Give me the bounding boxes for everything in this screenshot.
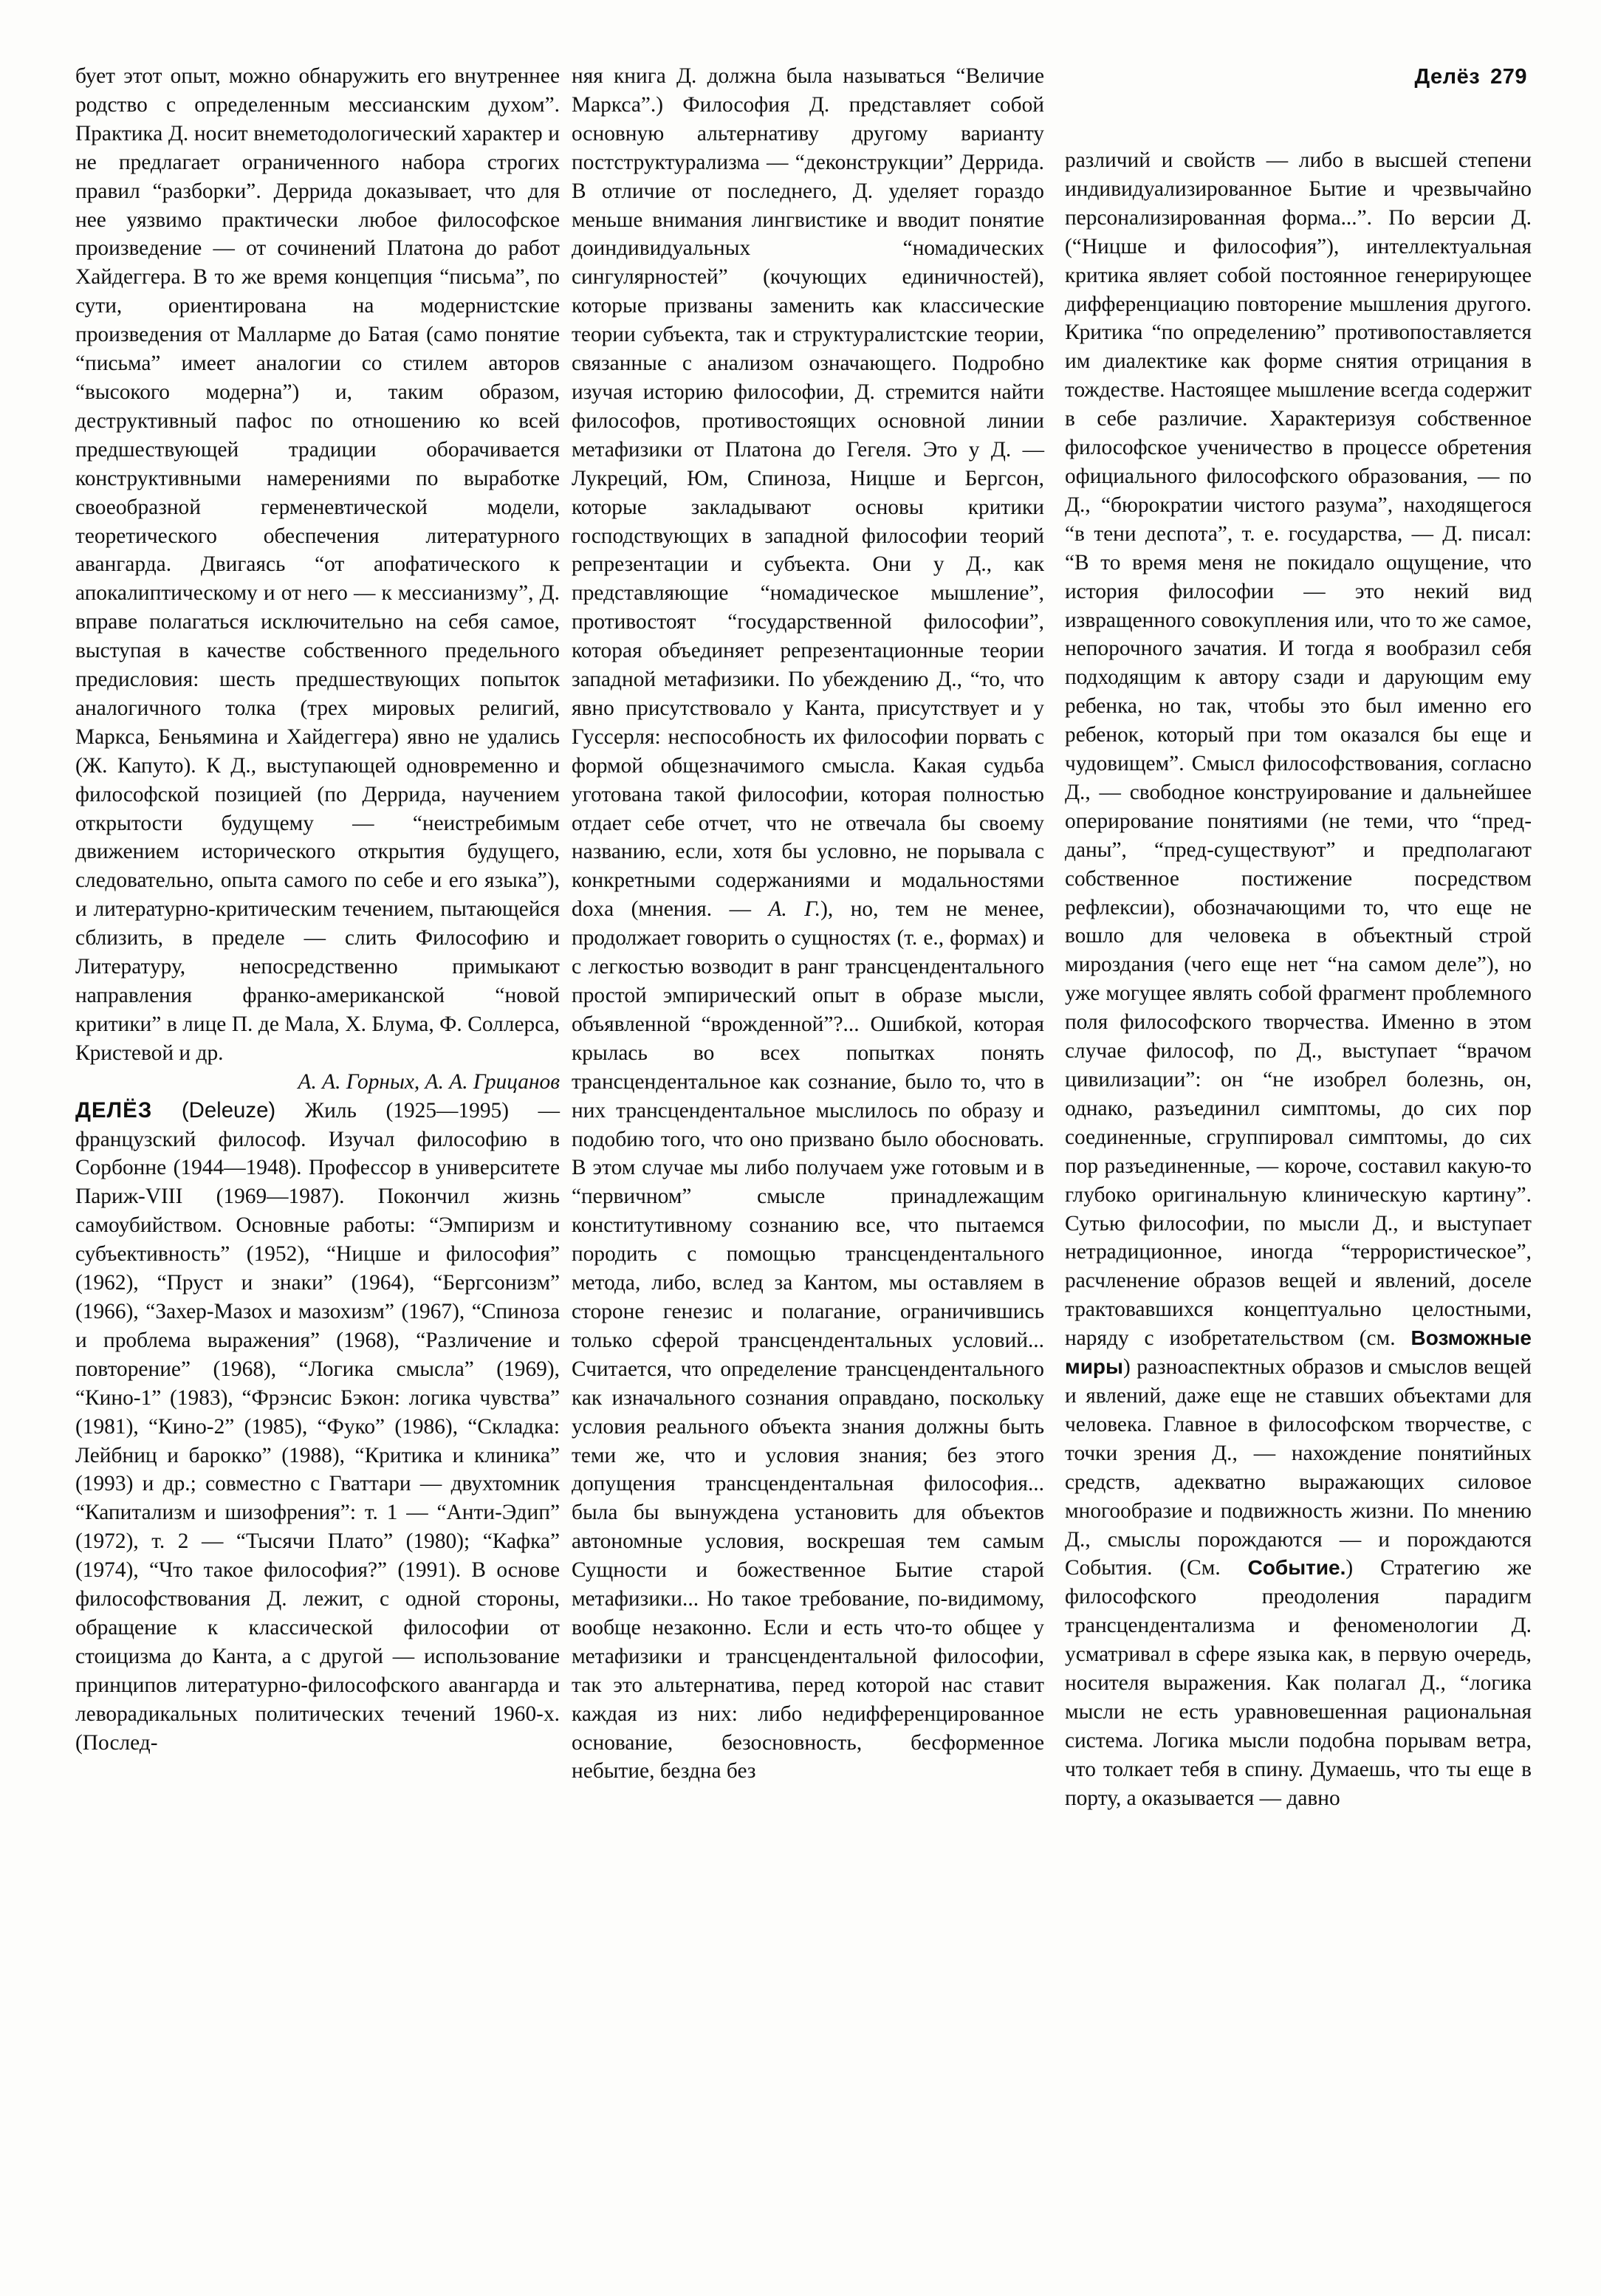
running-head <box>1415 65 1528 89</box>
article-signature: А. А. Горных, А. А. Грицанов <box>298 1069 560 1094</box>
column-3-paragraph <box>1065 146 1532 1813</box>
column-2-text-b: ), но, тем не менее, продолжает говорить о сущностях (т. е., формах) и с легкостью возводит в ранг трансцендентального простой эмпирический опыт в образе мысли, объявленной “врожденной”?... Ошибкой, которая крылась во всех попытках понять трансцендентальное как сознание, было то, что в них трансцендентальное мыслилось по образу и подобию того, что оно призвано было обосновать. В этом случае мы либо получаем уже готовым и в “первичном” смысле принадлежащим конститутивному сознанию все, что пытаемся породить с помощью трансцендентального метода, либо, вслед за Кантом, мы оставляем в стороне генезис и полагание, ограничившись только сферой трансцендентальных условий... Считается, что определение трансцендентального как изначального сознания оправдано, поскольку условия реального объекта знания должны быть теми же, что и условия знания; без этого допущения трансцендентальная философия... была бы вынуждена установить для объектов автономные условия, воскрешая тем самым Сущности и божественное Бытие старой метафизики... Но такое требование, по-видимому, вообще незаконно. Если и есть что-то общее у метафизики и трансцендентальной философии, так это альтернатива, перед которой нас ставит каждая из них: либо недифференцированное основание, безосновность, бесформенное небытие, бездна без <box>572 897 1044 1783</box>
column-3-text-c: ) Стратегию же философского преодоления парадигм трансцендентализма и феноменологии Д. усматривал в сфере языка как, в первую очередь, носителя выражения. Как полагал Д., “логика мысли не есть уравновешенная рациональная система. Логика мысли подобна порывам ветра, что толкает тебя в спину. Думаешь, что ты еще в порту, а оказывается — давно <box>1065 1556 1532 1810</box>
cross-reference-possible-worlds[interactable]: Возможные миры <box>1065 1326 1532 1379</box>
column-2-paragraph <box>572 62 1044 1786</box>
page-number: 279 <box>1490 65 1527 89</box>
entry-latin-name: (Deleuze) <box>181 1097 276 1123</box>
column-3-text-b: ) разноаспектных образов и смыслов вещей и явлений, даже еще не ставших объектами для человека. Главное в философском творчестве, с точки зрения Д., — нахождение понятийных средств, адекватно выражающих силовое многообразие и подвижность жизни. По мнению Д., смыслы порождаются — и порождаются События. (См. <box>1065 1355 1532 1580</box>
column-3-text-a: различий и свойств — либо в высшей степени индивидуализированное Бытие и чрезвычайно персонализированная форма...”. По версии Д. (“Ницше и философия”), интеллектуальная критика являет собой постоянное генерирующее дифференциацию повторение мышления другого. Критика “по определению” противопоставляется им диалектике как форме снятия отрицания в тождестве. Настоящее мышление всегда содержит в себе различие. Характеризуя собственное философское ученичество в процессе обретения официального философского образования, — по Д., “бюрократии чистого разума”, находящегося “в тени деспота”, т. е. государства, — Д. писал: “В то время меня не покидало ощущение, что история философии — это некий вид извращенного совокупления или, что то же самое, непорочного зачатия. И тогда я вообразил себя подходящим к автору сзади и дарующим ему ребенка, но так, чтобы это был именно его ребенок, который при том оказался бы еще и чудовищем”. Смысл философствования, согласно Д., — свободное конструирование и дальнейшее оперирование понятиями (не теми, что “пред-даны”, “пред-существуют” и предполагают собственное постижение посредством рефлексии), обозначающими то, что еще не вошло для человека в объектный строй мироздания (чего еще нет “на самом деле”), но уже могущее являть собой фрагмент проблемного поля философского творчества. Именно в этом случае философ, по Д., выступает “врачом цивилизации”: он “не изобрел болезнь, он, однако, разъединил симптомы, до сих пор соединенные, сгруппировал симптомы, до сих пор разъединенные, — короче, составил какую-то глубоко оригинальную клиническую картину”. Сутью философии, по мысли Д., и выступает нетрадиционное, иногда “террористическое”, расчленение образов вещей и явлений, доселе трактовавшихся концептуально целостными, наряду с изобретательством (см. <box>1065 148 1532 1351</box>
column-3 <box>1065 146 1532 1813</box>
entry-headword: ДЕЛЁЗ <box>75 1097 153 1123</box>
column-2-text-a: няя книга Д. должна была называться “Величие Маркса”.) Философия Д. представляет собой основную альтернативу другому варианту постструктурализма — “деконструкции” Деррида. В отличие от последнего, Д. уделяет гораздо меньше внимания лингвистике и вводит понятие доиндивидуальных “номадических сингулярностей” (кочующих единичностей), которые призваны заменить как классические теории субъекта, так и структуралистские теории, связанные с анализом означающего. Подробно изучая историю философии, Д. стремится найти философов, противостоящих основной линии метафизики от Платона до Гегеля. Это у Д. — Лукреций, Юм, Спиноза, Ницше и Бергсон, которые закладывают основы критики господствующих в западной философии теорий репрезентации и субъекта. Они у Д., как представляющие “номадическое мышление”, противостоят “государственной философии”, которая объединяет репрезентационные теории западной метафизики. По убеждению Д., “то, что явно присутствовало у Канта, присутствует и у Гуссерля: неспособность их философии порвать с формой общезначимого смысла. Какая судьба уготована такой философии, которая полностью отдает себе отчет, что не отвечала бы своему названию, если, хотя бы условно, не порывала с конкретными содержаниями и модальностями doxa (мнения. — <box>572 64 1044 922</box>
column-1-text: бует этот опыт, можно обнаружить его внутреннее родство с определенным мессианским духом”. Практика Д. носит внеметодологический характер и не предлагает ограниченного набора строгих правил “разборки”. Деррида доказывает, что для нее уязвимо практически любое философское произведение — от сочинений Платона до работ Хайдеггера. В то же время концепция “письма”, по сути, ориентирована на модернистские произведения от Малларме до Батая (само понятие “письма” имеет аналогии со стилем авторов “высокого модерна”) и, таким образом, деструктивный пафос по отношению ко всей предшествующей традиции оборачивается конструктивными намерениями по выработке своеобразной герменевтической модели, теоретического обеспечения литературного авангарда. Двигаясь “от апофатического к апокалиптическому и от него — к мессианизму”, Д. вправе полагаться исключительно на себя самое, выступая в качестве собственного предельного предисловия: шесть предшествующих попыток аналогичного толка (трех мировых религий, Маркса, Беньямина и Хайдеггера) явно не удались (Ж. Капуто). К Д., выступающей одновременно и философской позицией (по Деррида, научением открытости будущему — “неистребимым движением исторического открытия будущего, следовательно, опыта самого по себе и его языка”), и литературно-критическим течением, пытающейся сблизить, в пределе — слить Философию и Литературу, непосредственно примыкают направления франко-американской “новой критики” в лице П. де Мала, Х. Блума, Ф. Соллерса, Кристевой и др. <box>75 64 560 1065</box>
entry-deleuze <box>75 1097 560 1758</box>
column-1 <box>75 62 560 1757</box>
editor-note: А. Г. <box>768 897 821 922</box>
running-head-title: Делёз <box>1414 65 1481 89</box>
entry-text: Жиль (1925—1995) — французский философ. Изучал философию в Сорбонне (1944—1948). Профессор в университете Париж-VIII (1969—1987). Покончил жизнь самоубийством. Основные работы: “Эмпиризм и субъективность” (1952), “Ницше и философия” (1962), “Пруст и знаки” (1964), “Бергсонизм” (1966), “Захер-Мазох и мазохизм” (1967), “Спиноза и проблема выражения” (1968), “Различение и повторение” (1968), “Логика смысла” (1969), “Кино-1” (1983), “Фрэнсис Бэкон: логика чувства” (1981), “Кино-2” (1985), “Фуко” (1986), “Складка: Лейбниц и барокко” (1988), “Критика и клиника” (1993) и др.; совместно с Гваттари — двухтомник “Капитализм и шизофрения”: т. 1 — “Анти-Эдип” (1972), т. 2 — “Тысячи Плато” (1980); “Кафка” (1974), “Что такое философия?” (1991). В основе философствования Д. лежит, с одной стороны, обращение к классической философии от стоицизма до Канта, а с другой — использование принципов литературно-философского авангарда и леворадикальных политических течений 1960-х. (Послед- <box>75 1098 560 1755</box>
column-2 <box>572 62 1044 1786</box>
cross-reference-event[interactable]: Событие. <box>1247 1556 1346 1580</box>
